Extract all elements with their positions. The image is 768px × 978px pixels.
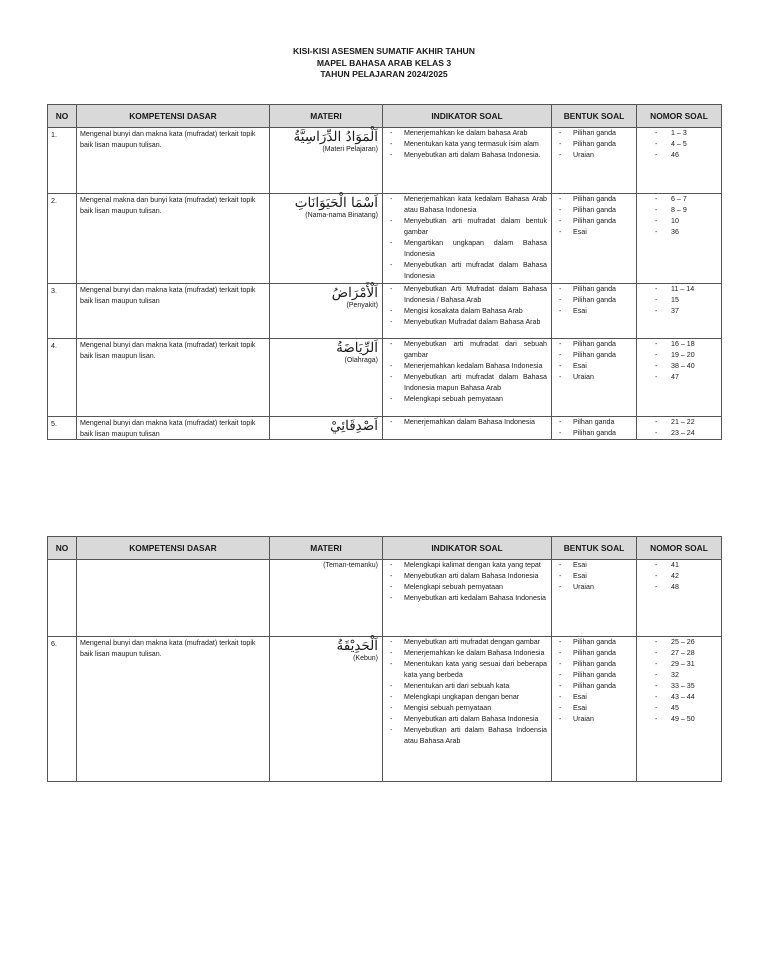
indikator-item: - Menyebutkan arti dalam Bahasa Indonesia.	[383, 150, 551, 161]
nomor-soal-item: - 49 – 50	[637, 714, 721, 725]
nomor-soal-cell	[637, 637, 722, 782]
indikator-item: - Menyebutkan arti dalam Bahasa Indonesia	[383, 571, 551, 582]
indikator-list	[383, 417, 551, 428]
indikator-list	[383, 284, 551, 328]
materi-arabic: اَلْأَمْرَاضُ	[331, 285, 378, 301]
bentuk-soal-item: - Pilihan ganda	[552, 284, 636, 295]
indikator-list	[383, 560, 551, 604]
indikator-item: - Menyebutkan arti mufradat dalam Bahasa Indonesia mapun Bahasa Arab	[383, 372, 551, 394]
bentuk-soal-item: - Pilihan ganda	[552, 205, 636, 216]
bentuk-soal-list	[552, 194, 636, 238]
indikator-item: - Melengkapi sebuah pernyataan	[383, 582, 551, 593]
nomor-soal-item: - 21 – 22	[637, 417, 721, 428]
indikator-item: - Melengkapi sebuah pernyataan	[383, 394, 551, 405]
kompetensi-dasar-cell: Mengenal bunyi dan makna kata (mufradat) terkait topik baik lisan maupun tulisan	[77, 417, 270, 440]
materi-translation: (Nama-nama Binatang)	[305, 212, 378, 219]
bentuk-soal-item: - Pilihan ganda	[552, 659, 636, 670]
indikator-cell	[383, 417, 552, 440]
header-bentuk-soal: BENTUK SOAL	[552, 537, 637, 560]
indikator-item: - Melengkapi kalimat dengan kata yang tepat	[383, 560, 551, 571]
nomor-soal-item: - 29 – 31	[637, 659, 721, 670]
nomor-soal-item: - 15	[637, 295, 721, 306]
bentuk-soal-item: - Pilihan ganda	[552, 339, 636, 350]
bentuk-soal-cell	[552, 284, 637, 339]
indikator-cell	[383, 560, 552, 637]
indikator-item: - Mengartikan ungkapan dalam Bahasa Indonesia	[383, 238, 551, 260]
nomor-soal-list	[637, 339, 721, 383]
bentuk-soal-item: - Esai	[552, 306, 636, 317]
nomor-soal-list	[637, 128, 721, 161]
table-row	[48, 339, 722, 417]
bentuk-soal-item: - Pilihan ganda	[552, 681, 636, 692]
indikator-item: - Menerjemahkan dalam Bahasa Indonesia	[383, 417, 551, 428]
table-row	[48, 560, 722, 637]
bentuk-soal-item: - Pilihan ganda	[552, 216, 636, 227]
nomor-soal-item: - 38 – 40	[637, 361, 721, 372]
table-row	[48, 194, 722, 284]
nomor-soal-cell	[637, 339, 722, 417]
indikator-list	[383, 339, 551, 405]
header-indikator-soal: INDIKATOR SOAL	[383, 537, 552, 560]
bentuk-soal-item: - Esai	[552, 692, 636, 703]
nomor-soal-cell	[637, 284, 722, 339]
bentuk-soal-item: - Esai	[552, 361, 636, 372]
materi-arabic: اَسْمَا الْحَيَوَانَاتِ	[294, 195, 378, 211]
row-number: 1.	[48, 128, 77, 194]
table-body-1	[48, 128, 722, 440]
row-number	[48, 560, 77, 637]
bentuk-soal-item: - Uraian	[552, 714, 636, 725]
nomor-soal-item: - 1 – 3	[637, 128, 721, 139]
kompetensi-dasar-cell: Mengenal bunyi dan makna kata (mufradat) terkait topik baik lisan maupun lisan.	[77, 339, 270, 417]
indikator-item: - Menyebutkan arti dalam Bahasa Indoensia atau Bahasa Arab	[383, 725, 551, 747]
kisi-kisi-table-2	[47, 536, 722, 782]
bentuk-soal-cell	[552, 417, 637, 440]
indikator-item: - Menyebutkan Mufradat dalam Bahasa Arab	[383, 317, 551, 328]
header-materi: MATERI	[270, 537, 383, 560]
indikator-item: - Menyebutkan Arti Mufradat dalam Bahasa Indonesia / Bahasa Arab	[383, 284, 551, 306]
indikator-item: - Menerjemahkan kata kedalam Bahasa Arab atau Bahasa Indonesia	[383, 194, 551, 216]
bentuk-soal-item: - Pilihan ganda	[552, 670, 636, 681]
header-kompetensi-dasar: KOMPETENSI DASAR	[77, 537, 270, 560]
bentuk-soal-item: - Esai	[552, 560, 636, 571]
nomor-soal-item: - 8 – 9	[637, 205, 721, 216]
bentuk-soal-list	[552, 637, 636, 725]
kompetensi-dasar-cell	[77, 560, 270, 637]
bentuk-soal-list	[552, 128, 636, 161]
kompetensi-dasar-cell: Mengenal bunyi dan makna kata (mufradat) terkait topik baik lisan maupun tulisan.	[77, 128, 270, 194]
row-number: 2.	[48, 194, 77, 284]
nomor-soal-list	[637, 417, 721, 439]
kompetensi-dasar-cell: Mengenal bunyi dan makna kata (mufradat) terkait topik baik lisan maupun tulisan	[77, 284, 270, 339]
materi-cell	[270, 339, 383, 417]
bentuk-soal-item: - Pilihan ganda	[552, 428, 636, 439]
document-title	[0, 46, 768, 81]
nomor-soal-item: - 6 – 7	[637, 194, 721, 205]
bentuk-soal-item: - Pilhan ganda	[552, 417, 636, 428]
title-line-2: MAPEL BAHASA ARAB KELAS 3	[316, 57, 452, 68]
header-bentuk-soal: BENTUK SOAL	[552, 105, 637, 128]
indikator-cell	[383, 194, 552, 284]
nomor-soal-item: - 10	[637, 216, 721, 227]
row-number: 5.	[48, 417, 77, 440]
nomor-soal-item: - 25 – 26	[637, 637, 721, 648]
nomor-soal-cell	[637, 128, 722, 194]
indikator-item: - Menentukan arti dari sebuah kata	[383, 681, 551, 692]
row-number: 6.	[48, 637, 77, 782]
indikator-item: - Menentukan kata yang termasuk isim alam	[383, 139, 551, 150]
materi-cell	[270, 417, 383, 440]
header-no: NO	[48, 105, 77, 128]
table-row	[48, 128, 722, 194]
indikator-item: - Menyebutkan arti mufradat dengan gambar	[383, 637, 551, 648]
bentuk-soal-item: - Esai	[552, 703, 636, 714]
nomor-soal-cell	[637, 417, 722, 440]
table-row	[48, 637, 722, 782]
nomor-soal-cell	[637, 194, 722, 284]
nomor-soal-list	[637, 637, 721, 725]
bentuk-soal-item: - Uraian	[552, 150, 636, 161]
indikator-item: - Menerjemahkan ke dalam Bahasa Indonesia	[383, 648, 551, 659]
row-number: 3.	[48, 284, 77, 339]
materi-cell	[270, 194, 383, 284]
bentuk-soal-cell	[552, 339, 637, 417]
nomor-soal-item: - 11 – 14	[637, 284, 721, 295]
bentuk-soal-item: - Pilihan ganda	[552, 637, 636, 648]
bentuk-soal-cell	[552, 637, 637, 782]
nomor-soal-item: - 45	[637, 703, 721, 714]
bentuk-soal-list	[552, 284, 636, 317]
bentuk-soal-cell	[552, 560, 637, 637]
nomor-soal-list	[637, 194, 721, 238]
nomor-soal-cell	[637, 560, 722, 637]
materi-translation: (Penyakit)	[346, 302, 378, 309]
bentuk-soal-item: - Pilihan ganda	[552, 648, 636, 659]
indikator-item: - Mengisi kosakata dalam Bahasa Arab	[383, 306, 551, 317]
table-row	[48, 284, 722, 339]
indikator-cell	[383, 128, 552, 194]
indikator-cell	[383, 339, 552, 417]
materi-arabic: اَلْمَوَادُ الدِّرَاسِيَّةُ	[293, 129, 378, 145]
kompetensi-dasar-cell: Mengenal bunyi dan makna kata (mufradat) terkait topik baik lisan maupun tulisan.	[77, 637, 270, 782]
indikator-item: - Menyebutkan arti mufradat dalam Bahasa Indonesia	[383, 260, 551, 282]
header-no: NO	[48, 537, 77, 560]
bentuk-soal-cell	[552, 128, 637, 194]
indikator-item: - Mengisi sebuah pernyataan	[383, 703, 551, 714]
nomor-soal-item: - 46	[637, 150, 721, 161]
nomor-soal-item: - 41	[637, 560, 721, 571]
materi-cell	[270, 284, 383, 339]
materi-arabic: اَصْدِقَائِيْ	[330, 418, 378, 434]
indikator-item: - Melengkapi ungkapan dengan benar	[383, 692, 551, 703]
indikator-item: - Menyebutkan arti mufradat dalam bentuk gambar	[383, 216, 551, 238]
indikator-cell	[383, 284, 552, 339]
nomor-soal-list	[637, 284, 721, 317]
nomor-soal-item: - 48	[637, 582, 721, 593]
nomor-soal-item: - 19 – 20	[637, 350, 721, 361]
header-indikator-soal: INDIKATOR SOAL	[383, 105, 552, 128]
indikator-list	[383, 637, 551, 747]
materi-cell	[270, 560, 383, 637]
materi-translation: (Kebun)	[353, 655, 378, 662]
materi-translation: (Olahraga)	[344, 357, 378, 364]
bentuk-soal-list	[552, 339, 636, 383]
header-nomor-soal: NOMOR SOAL	[637, 105, 722, 128]
materi-translation: (Materi Pelajaran)	[322, 146, 378, 153]
materi-arabic: اَلْحَدِيْقَةُ	[336, 638, 378, 654]
header-nomor-soal: NOMOR SOAL	[637, 537, 722, 560]
indikator-item: - Menerjemahkan ke dalam bahasa Arab	[383, 128, 551, 139]
indikator-cell	[383, 637, 552, 782]
indikator-list	[383, 194, 551, 282]
bentuk-soal-cell	[552, 194, 637, 284]
nomor-soal-item: - 4 – 5	[637, 139, 721, 150]
nomor-soal-item: - 27 – 28	[637, 648, 721, 659]
bentuk-soal-item: - Uraian	[552, 582, 636, 593]
table-header-row	[48, 105, 722, 128]
nomor-soal-item: - 32	[637, 670, 721, 681]
materi-arabic: اَلرِّيَاضَةُ	[336, 340, 378, 356]
bentuk-soal-item: - Esai	[552, 227, 636, 238]
bentuk-soal-item: - Pilihan ganda	[552, 139, 636, 150]
indikator-list	[383, 128, 551, 161]
nomor-soal-item: - 42	[637, 571, 721, 582]
bentuk-soal-item: - Pilihan ganda	[552, 194, 636, 205]
table-body-2	[48, 560, 722, 782]
header-kompetensi-dasar: KOMPETENSI DASAR	[77, 105, 270, 128]
table-row	[48, 417, 722, 440]
bentuk-soal-item: - Pilihan ganda	[552, 128, 636, 139]
bentuk-soal-item: - Uraian	[552, 372, 636, 383]
materi-cell	[270, 128, 383, 194]
title-line-3: TAHUN PELAJARAN 2024/2025	[320, 69, 448, 79]
nomor-soal-item: - 43 – 44	[637, 692, 721, 703]
materi-cell	[270, 637, 383, 782]
nomor-soal-item: - 23 – 24	[637, 428, 721, 439]
bentuk-soal-item: - Pilihan ganda	[552, 295, 636, 306]
nomor-soal-item: - 47	[637, 372, 721, 383]
bentuk-soal-item: - Pilihan ganda	[552, 350, 636, 361]
nomor-soal-item: - 36	[637, 227, 721, 238]
nomor-soal-list	[637, 560, 721, 593]
kisi-kisi-table-1	[47, 104, 722, 440]
bentuk-soal-list	[552, 417, 636, 439]
nomor-soal-item: - 37	[637, 306, 721, 317]
indikator-item: - Menyebutkan arti kedalam Bahasa Indonesia	[383, 593, 551, 604]
row-number: 4.	[48, 339, 77, 417]
title-line-1: KISI-KISI ASESMEN SUMATIF AKHIR TAHUN	[293, 46, 475, 56]
nomor-soal-item: - 16 – 18	[637, 339, 721, 350]
indikator-item: - Menyebutkan arti mufradat dari sebuah gambar	[383, 339, 551, 361]
bentuk-soal-item: - Esai	[552, 571, 636, 582]
kompetensi-dasar-cell: Mengenal makna dan bunyi kata (mufradat) terkait topik baik lisan maupun tulisan.	[77, 194, 270, 284]
indikator-item: - Menyebutkan arti dalam Bahasa Indonesia	[383, 714, 551, 725]
indikator-item: - Menentukan kata yang sesuai dari beberapa kata yang berbeda	[383, 659, 551, 681]
materi-translation: (Teman-temanku)	[323, 562, 378, 569]
nomor-soal-item: - 33 – 35	[637, 681, 721, 692]
header-materi: MATERI	[270, 105, 383, 128]
indikator-item: - Menerjemahkan kedalam Bahasa Indonesia	[383, 361, 551, 372]
bentuk-soal-list	[552, 560, 636, 593]
table-header-row	[48, 537, 722, 560]
